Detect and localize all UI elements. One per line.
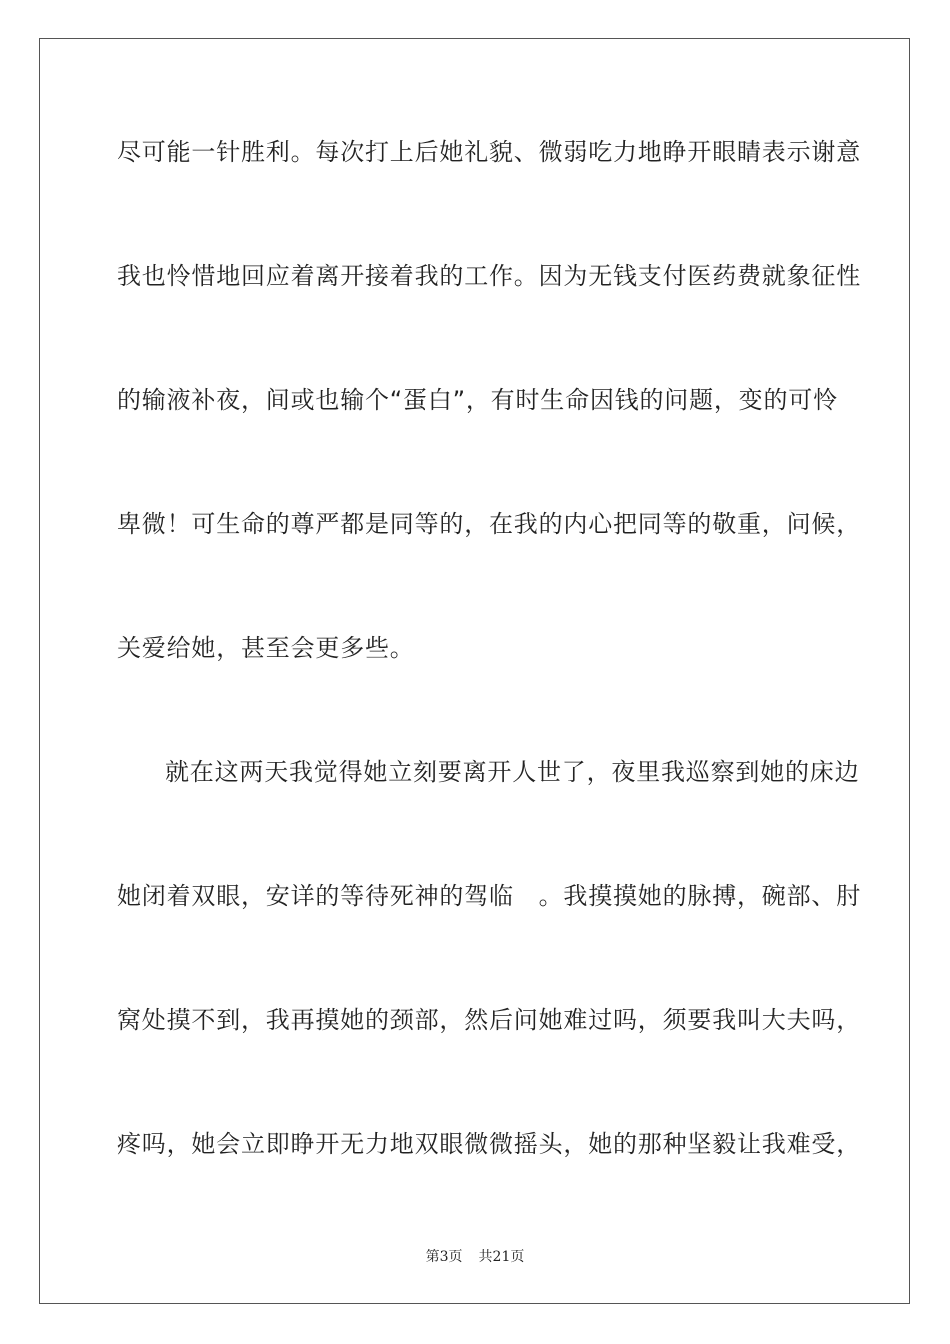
body-text-line: 的输液补夜，间或也输个“蛋白”，有时生命因钱的问题，变的可怜 bbox=[117, 386, 838, 414]
current-page-label: 第3页 bbox=[425, 1249, 463, 1265]
body-text-line: 窝处摸不到，我再摸她的颈部，然后问她难过吗，须要我叫大夫吗， bbox=[117, 1006, 861, 1034]
page-border bbox=[39, 38, 910, 1304]
body-text-line: 疼吗，她会立即睁开无力地双眼微微摇头，她的那种坚毅让我难受， bbox=[117, 1130, 861, 1158]
page-footer bbox=[0, 1246, 950, 1266]
body-text-line: 她闭着双眼，安详的等待死神的驾临 。我摸摸她的脉搏，碗部、肘 bbox=[117, 882, 861, 910]
paragraph-first-line: 就在这两天我觉得她立刻要离开人世了，夜里我巡察到她的床边 bbox=[165, 758, 860, 786]
total-pages-label: 共21页 bbox=[478, 1249, 525, 1265]
body-text-line: 卑微！可生命的尊严都是同等的，在我的内心把同等的敬重，问候， bbox=[117, 510, 861, 538]
body-text-line: 尽可能一针胜利。每次打上后她礼貌、微弱吃力地睁开眼睛表示谢意 bbox=[117, 138, 861, 166]
body-text-line: 关爱给她，甚至会更多些。 bbox=[117, 634, 415, 662]
body-text-line: 我也怜惜地回应着离开接着我的工作。因为无钱支付医药费就象征性 bbox=[117, 262, 861, 290]
